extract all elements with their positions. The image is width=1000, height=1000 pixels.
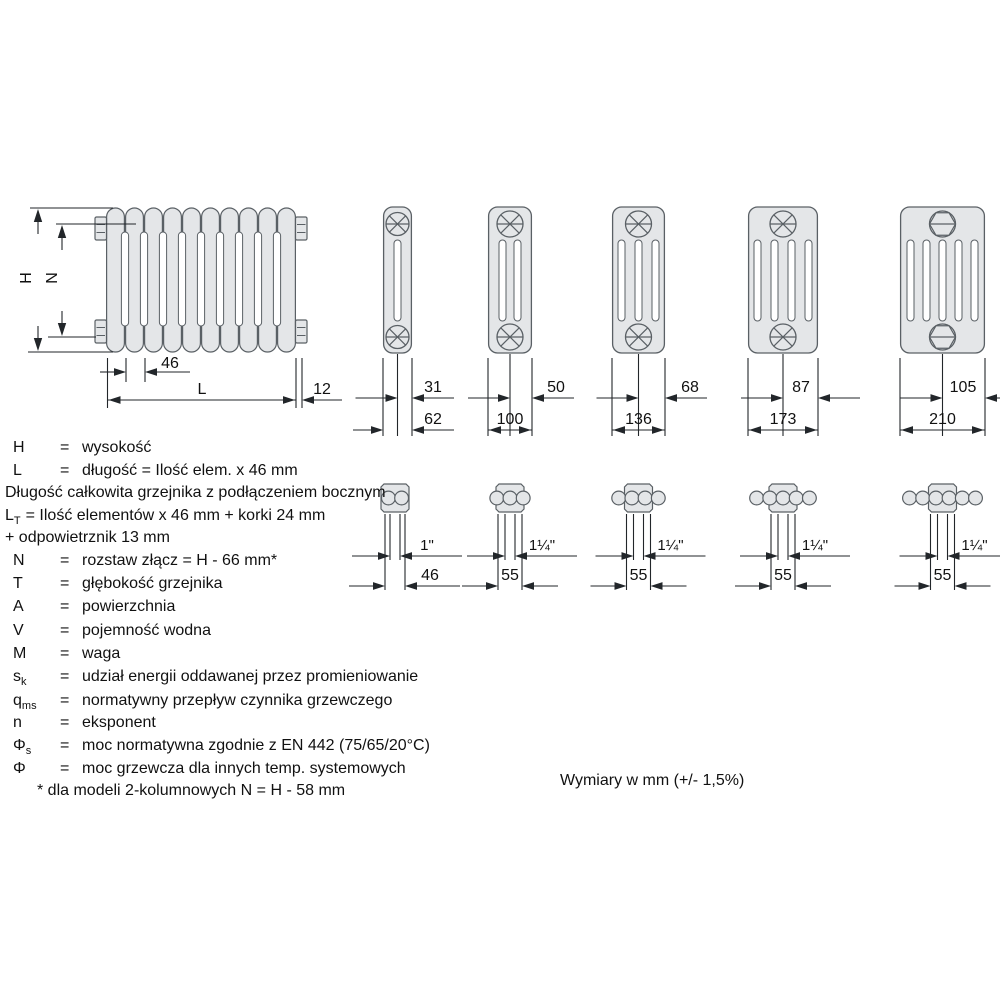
hub-plug-bottom	[930, 324, 956, 350]
air-slot	[971, 240, 978, 321]
air-slot	[955, 240, 962, 321]
cross-section-4-column	[597, 207, 708, 436]
air-slot	[805, 240, 812, 321]
legend-symbol-text: T	[13, 575, 23, 592]
dimension-arrow	[58, 225, 66, 238]
dim-connection-label: 1¼"	[657, 537, 684, 554]
legend-desc: eksponent	[82, 714, 156, 731]
legend-symbol	[13, 621, 24, 641]
legend-desc: długość = Ilość elem. x 46 mm	[82, 462, 298, 479]
dimension-arrow	[931, 394, 943, 402]
dim-H-label: H	[18, 272, 35, 284]
nipple-circle	[803, 491, 817, 505]
dim-pitch-label: 55	[501, 567, 519, 584]
section-dimensions	[741, 354, 860, 436]
legend-symbol	[13, 574, 23, 594]
dim-12-label: 12	[313, 381, 331, 398]
legend-row	[5, 736, 565, 758]
legend-symbol	[13, 438, 25, 458]
legend-symbol	[13, 759, 26, 779]
top-view-4-column	[591, 484, 706, 590]
hub-plug-top	[626, 211, 652, 237]
dimension-arrow	[615, 582, 627, 590]
legend-equals: =	[60, 598, 70, 615]
nipple-circle	[969, 491, 983, 505]
nipple-circle	[916, 491, 930, 505]
legend-equals: =	[60, 714, 70, 731]
legend-desc: powierzchnia	[82, 598, 176, 615]
dimensions-tolerance-note: Wymiary w mm (+/- 1,5%)	[560, 772, 745, 789]
dim-L-label: L	[197, 381, 207, 398]
legend-equals: =	[60, 622, 70, 639]
legend-symbol-text: L	[13, 462, 22, 479]
nipple-circle	[651, 491, 665, 505]
dimension-arrow	[766, 552, 778, 560]
legend-symbol-sub: T	[13, 515, 21, 528]
legend-symbol-text: V	[13, 622, 24, 639]
legend-row	[5, 644, 565, 666]
legend-symbol	[13, 461, 22, 481]
dimension-arrow	[818, 394, 830, 402]
dimension-arrow	[759, 582, 771, 590]
legend-row	[5, 691, 565, 713]
dim-half-width-label: 31	[424, 379, 442, 396]
dimension-arrow	[412, 426, 424, 434]
legend-row	[5, 597, 565, 619]
legend-equals: =	[60, 760, 70, 777]
dimension-arrow	[926, 552, 938, 560]
legend-desc: moc normatywna zgodnie z EN 442 (75/65/20°C)	[82, 737, 430, 754]
hub-plug-bottom	[626, 324, 652, 350]
nipple-circle	[763, 491, 777, 505]
legend-row	[5, 506, 565, 528]
dimension-arrow	[58, 323, 66, 336]
air-slot	[394, 240, 401, 321]
legend-symbol	[13, 691, 37, 711]
dim-connection-label: 1¼"	[801, 537, 829, 554]
top-view-5-column	[735, 484, 850, 590]
legend-symbol	[13, 667, 27, 687]
nipple-circle	[776, 491, 790, 505]
legend-symbol-text: A	[13, 598, 24, 615]
section-dimensions	[468, 354, 574, 436]
connection-stub	[296, 217, 308, 240]
dim-full-width-label: 210	[929, 411, 956, 428]
legend-row	[5, 483, 565, 505]
dimension-arrow	[788, 552, 800, 560]
legend-symbol-sub: s	[25, 745, 32, 758]
radiator-front-view	[18, 208, 342, 408]
dimension-arrow	[955, 582, 967, 590]
column-slot	[140, 232, 147, 326]
top-view-6-column	[895, 484, 1000, 590]
hub-plug-bottom	[497, 324, 523, 350]
air-slot	[754, 240, 761, 321]
dimension-arrow	[651, 582, 663, 590]
legend-row	[5, 551, 565, 573]
connection-stub	[95, 217, 107, 240]
legend-equals: =	[60, 439, 70, 456]
dimension-arrow	[386, 394, 398, 402]
legend-desc: pojemność wodna	[82, 622, 211, 639]
nipple-circle	[638, 491, 652, 505]
cross-section-3-column	[468, 207, 574, 436]
nipple-circle	[789, 491, 803, 505]
legend-equals: =	[60, 575, 70, 592]
dim-pitch-label: 46	[421, 567, 439, 584]
top-view-dimensions	[735, 514, 850, 590]
dim-46-label: 46	[161, 355, 179, 372]
dim-connection-label: 1¼"	[528, 537, 556, 554]
dim-full-width-label: 62	[424, 411, 442, 428]
cross-section-6-column	[900, 207, 1000, 436]
dimension-arrow	[622, 552, 634, 560]
legend-text: * dla modeli 2-kolumnowych N = H - 58 mm	[37, 782, 346, 799]
dim-pitch-label: 55	[629, 567, 648, 584]
legend-symbol-text: s	[13, 668, 21, 685]
section-dimensions	[900, 354, 1000, 436]
nipple-circle	[750, 491, 764, 505]
dimension-arrow	[34, 209, 42, 222]
section-dimensions	[597, 354, 708, 436]
air-slot	[618, 240, 625, 321]
legend-symbol	[13, 644, 26, 664]
connection-stub	[95, 320, 107, 343]
nipple-circle	[625, 491, 639, 505]
legend-equals: =	[60, 645, 70, 662]
dim-pitch-label: 55	[933, 567, 952, 584]
hub-plug-top	[386, 213, 409, 236]
legend-row	[5, 713, 565, 735]
legend-equals: =	[60, 668, 70, 685]
hub-plug-bottom	[770, 324, 796, 350]
legend-symbol-text: Φ	[13, 737, 26, 754]
column-slot	[121, 232, 128, 326]
nipple-circle	[612, 491, 626, 505]
dimension-arrow	[114, 368, 126, 376]
dim-half-width-label: 68	[681, 379, 699, 396]
legend-row	[5, 461, 565, 483]
legend-text: Długość całkowita grzejnika z podłączeniem bocznym	[5, 484, 386, 501]
dimension-arrow	[948, 552, 960, 560]
column-slot	[273, 232, 280, 326]
air-slot	[939, 240, 946, 321]
legend-equals: =	[60, 692, 70, 709]
dim-half-width-label: 87	[792, 379, 810, 396]
legend-symbol-text: q	[13, 692, 22, 709]
cross-section-5-column	[741, 207, 860, 436]
connection-stub	[296, 320, 308, 343]
legend-desc: waga	[82, 645, 121, 662]
column-slot	[197, 232, 204, 326]
front-bottom-dimensions	[100, 355, 342, 408]
top-view-dimensions	[591, 514, 706, 590]
air-slot	[923, 240, 930, 321]
legend-symbol-text: L	[5, 507, 14, 524]
air-slot	[788, 240, 795, 321]
legend-symbol-text: Φ	[13, 760, 26, 777]
dim-full-width-label: 136	[625, 411, 652, 428]
dimension-arrow	[805, 426, 817, 434]
dimension-arrow	[972, 426, 984, 434]
hub-plug-top	[770, 211, 796, 237]
dimension-arrow	[109, 396, 121, 404]
nipple-circle	[955, 491, 969, 505]
legend-symbol-text: n	[13, 714, 22, 731]
legend-equals: =	[60, 462, 70, 479]
legend-symbol-text: H	[13, 439, 25, 456]
air-slot	[635, 240, 642, 321]
dimension-arrow	[901, 426, 913, 434]
dim-connection-label: 1"	[420, 537, 434, 554]
dimension-arrow	[371, 426, 383, 434]
dimension-arrow	[665, 394, 677, 402]
legend-symbol-sub: ms	[21, 700, 37, 713]
hub-plug-top	[930, 211, 956, 237]
legend-desc: wysokość	[82, 439, 152, 456]
dimension-arrow	[283, 396, 295, 404]
top-view-dimensions	[895, 514, 1000, 590]
legend-symbol-sub: k	[21, 676, 27, 689]
dim-connection-label: 1¼"	[961, 537, 988, 554]
legend-desc: normatywny przepływ czynnika grzewczego	[82, 692, 393, 709]
dim-full-width-label: 100	[496, 411, 524, 428]
hub-plug-top	[497, 211, 523, 237]
dimension-arrow	[498, 394, 510, 402]
dimension-arrow	[34, 338, 42, 351]
legend-equals: =	[60, 737, 70, 754]
hub-plug-bottom	[386, 326, 409, 349]
legend-row	[5, 667, 565, 689]
column-slot	[235, 232, 242, 326]
column-slot	[159, 232, 166, 326]
nipple-circle	[942, 491, 956, 505]
dimension-arrow	[412, 394, 424, 402]
dimension-arrow	[627, 394, 639, 402]
legend-row	[5, 574, 565, 596]
legend-text	[5, 506, 325, 526]
dimension-arrow	[145, 368, 157, 376]
section-dimensions	[353, 354, 454, 436]
cross-section-2-column	[353, 207, 454, 436]
air-slot	[907, 240, 914, 321]
dim-half-width-label: 50	[547, 379, 565, 396]
nipple-circle	[903, 491, 917, 505]
legend-desc: moc grzewcza dla innych temp. systemowych	[82, 760, 406, 777]
legend-row	[5, 621, 565, 643]
legend-desc: rozstaw złącz = H - 66 mm*	[82, 552, 278, 569]
legend-text: + odpowietrznik 13 mm	[5, 529, 170, 546]
legend-symbol	[13, 713, 22, 733]
air-slot	[771, 240, 778, 321]
dim-full-width-label: 173	[769, 411, 797, 428]
legend-row	[5, 759, 565, 781]
column-slot	[178, 232, 185, 326]
air-slot	[514, 240, 521, 321]
dimension-arrow	[532, 394, 544, 402]
nipple-circle	[929, 491, 943, 505]
dimension-arrow	[919, 582, 931, 590]
air-slot	[499, 240, 506, 321]
dim-pitch-label: 55	[774, 567, 792, 584]
dim-half-width-label: 105	[949, 379, 977, 396]
dimension-arrow	[652, 426, 664, 434]
legend-symbol-text: N	[13, 552, 25, 569]
dimension-arrow	[749, 426, 761, 434]
column-slot	[254, 232, 261, 326]
legend-equals: =	[60, 552, 70, 569]
dimension-arrow	[985, 394, 997, 402]
legend-text-rest: = Ilość elementów x 46 mm + korki 24 mm	[25, 507, 326, 524]
dimension-arrow	[644, 552, 656, 560]
legend-row	[5, 528, 565, 550]
column-slot	[216, 232, 223, 326]
air-slot	[652, 240, 659, 321]
legend-symbol	[13, 736, 31, 756]
dimension-arrow	[795, 582, 807, 590]
legend-desc: udział energii oddawanej przez promieniowanie	[82, 668, 419, 685]
legend-desc: głębokość grzejnika	[82, 575, 223, 592]
legend-symbol	[13, 551, 25, 571]
legend-symbol	[13, 597, 24, 617]
dim-N-label: N	[44, 272, 61, 284]
legend-symbol-text: M	[13, 645, 27, 662]
legend-row	[5, 438, 565, 460]
dimension-arrow	[771, 394, 783, 402]
dimension-arrow	[613, 426, 625, 434]
legend-footnote	[37, 781, 597, 803]
